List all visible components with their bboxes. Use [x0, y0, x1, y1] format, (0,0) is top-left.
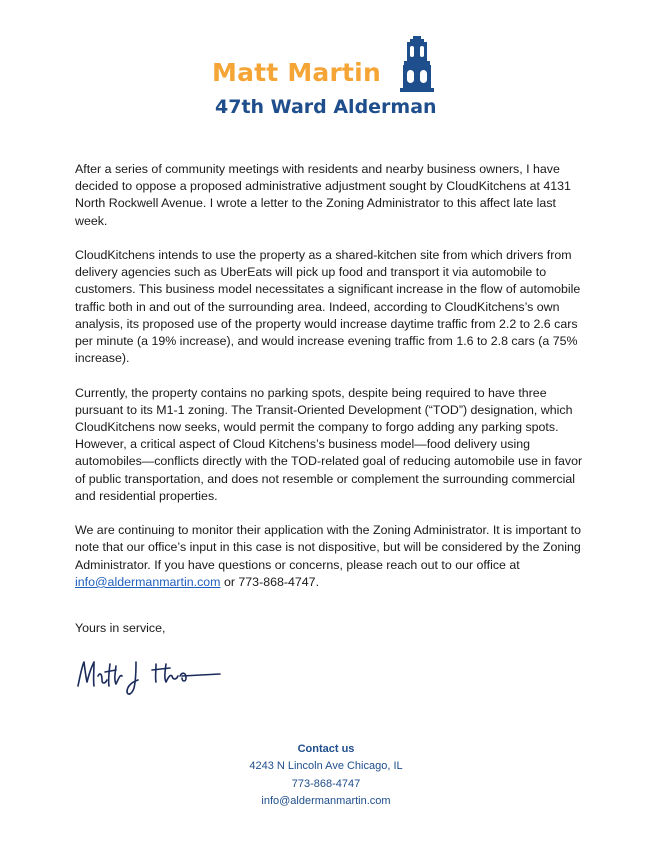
- tower-icon: [398, 36, 436, 92]
- contact-email: info@aldermanmartin.com: [261, 794, 391, 807]
- letterhead-title: 47th Ward Alderman: [215, 96, 437, 118]
- paragraph-4-phone: or 773-868-4747.: [220, 574, 320, 589]
- paragraph-4-text: We are continuing to monitor their application with the Zoning Administrator. It is important to note that our office’s input in this case is not dispositive, but will be considered by the Zoning Administrator. If you have questions or concerns, please reach out to our office at: [75, 523, 581, 572]
- letterhead: [0, 30, 652, 125]
- contact-heading: Contact us: [297, 743, 355, 755]
- contact-address: 4243 N Lincoln Ave Chicago, IL: [249, 760, 403, 773]
- paragraph-2: CloudKitchens intends to use the property as a shared-kitchen site from which drivers from delivery agencies such as UberEats will pick up food and transport it via automobile to customers. This business model necessitates a significant increase in the flow of automobile traffic both in and out of the surrounding area. Indeed, according to CloudKitchens’s own analysis, its proposed use of the property would increase daytime traffic from 2.2 to 2.6 cars per minute (a 19% increase), and would increase evening traffic from 1.6 to 2.8 cars (a 75% increase).: [75, 248, 581, 366]
- contact-phone: 773-868-4747: [291, 777, 361, 790]
- paragraph-4: [75, 522, 585, 591]
- signature: [72, 652, 232, 700]
- paragraph-3: Currently, the property contains no parking spots, despite being required to have three pursuant to its M1-1 zoning. The Transit-Oriented Development (“TOD”) designation, which CloudKitchens now seeks, would permit the company to forgo adding any parking spots. However, a critical aspect of Cloud Kitchens’s business model—food delivery using automobiles—conflicts directly with the TOD-related goal of reducing automobile use in favor of public transportation, and does not resemble or complement the surrounding commercial and residential properties.: [75, 385, 583, 503]
- paragraph-1: After a series of community meetings with residents and nearby business owners, I have decided to oppose a proposed administrative adjustment sought by CloudKitchens at 4131 North Rockwell Avenue. I wrote a letter to the Zoning Administrator to this affect late last week.: [75, 162, 571, 228]
- closing: Yours in service,: [75, 621, 166, 635]
- contact-block: [0, 741, 652, 810]
- email-link[interactable]: info@aldermanmartin.com: [75, 574, 221, 589]
- letterhead-name: Matt Martin: [212, 58, 381, 87]
- letter-body: [75, 161, 585, 608]
